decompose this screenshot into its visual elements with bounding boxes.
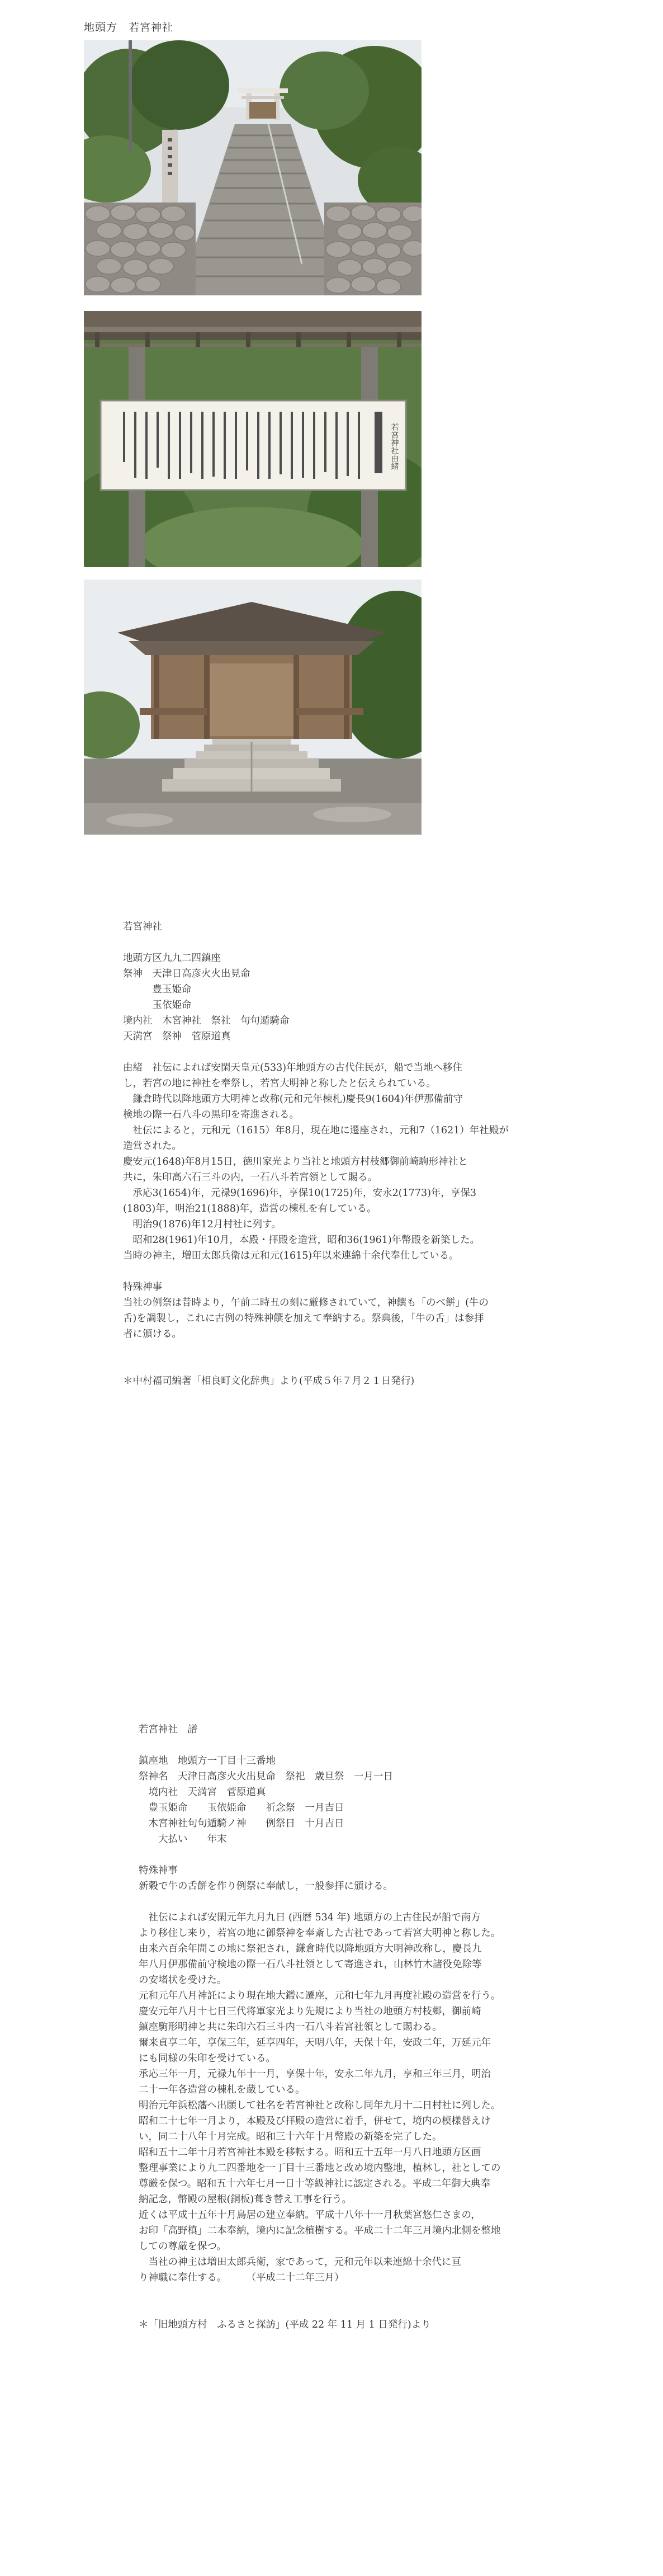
block1-line: 検地の際一石八斗の黒印を寄進される。 (123, 1109, 299, 1120)
block2-line: り神職に奉仕する。 （平成二十二年三月） (139, 2272, 344, 2283)
block1-line: 当時の神主，増田太郎兵衛は元和元(1615)年以来連綿十余代奉仕している。 (123, 1250, 459, 1261)
block2-line (139, 1737, 586, 1753)
shrine-description-2 (139, 1722, 586, 2333)
block2-line: お印「高野槙」二本奉納，境内に記念植樹する。平成二十二年三月境内北側を整地 (139, 2225, 501, 2236)
block1-line: し，若宮の地に神社を奉祭し，若宮大明神と称したと伝えられている。 (123, 1078, 436, 1089)
block2-line: 祭神名 天津日高彦火火出見命 祭祀 歳旦祭 一月一日 (139, 1771, 393, 1782)
block1-line (123, 1342, 581, 1358)
block2-line: にも同様の朱印を受けている。 (139, 2053, 276, 2064)
block2-line (139, 1894, 586, 1910)
block1-line: 舌)を調製し，これに古例の特殊神饌を加えて奉納する。祭典後，「牛の舌」は参拝 (123, 1313, 484, 1324)
block1-line: 承応3(1654)年，元禄9(1696)年，享保10(1725)年，安永2(1773)年，享保3 (123, 1188, 477, 1199)
block2-line: 若宮神社 譜 (139, 1724, 197, 1735)
shrine-description-1 (123, 919, 581, 1389)
block2-line: 木宮神社句句遁騎ノ神 例祭日 十月吉日 (139, 1818, 344, 1829)
block1-line: 特殊神事 (123, 1282, 162, 1293)
block1-line: 鎌倉時代以降地頭方大明神と改称(元和元年棟札)慶長9(1604)年伊那備前守 (123, 1094, 463, 1105)
block1-line: 当社の例祭は昔時より，午前二時丑の刻に厳修されていて，神饌も「のべ餅」(牛の (123, 1297, 489, 1308)
block1-line: 共に，朱印高六石三斗の内，一石八斗若宮領として賜る。 (123, 1172, 377, 1183)
block2-line: ＊「旧地頭方村 ふるさと探訪」(平成 22 年 11 月 1 日発行)より (139, 2319, 431, 2330)
block2-line: 大払い 年末 (139, 1834, 227, 1845)
block2-line: 納記念，幣殿の屋根(銅板)葺き替え工事を行う。 (139, 2194, 352, 2205)
block1-line (123, 1264, 581, 1279)
block1-line: 天満宮 祭神 菅原道真 (123, 1031, 231, 1042)
block2-line: の安堵状を受けた。 (139, 1975, 227, 1986)
block2-line: 昭和二十七年一月より，本殿及び拝殿の造営に着手，併せて，境内の模様替えけ (139, 2116, 491, 2127)
block2-line: 爾来貞享二年，享保三年，延享四年，天明八年，天保十年，安政二年，万延元年 (139, 2037, 491, 2048)
block2-line: 社伝によれば安閑元年九月九日 (西暦 534 年) 地頭方の上古住民が船で南方 (139, 1912, 481, 1923)
block2-line: 鎮座地 地頭方一丁目十三番地 (139, 1755, 276, 1767)
block2-line: 由来六百余年間この地に祭祀され，鎌倉時代以降地頭方大明神改称し，慶長九 (139, 1943, 482, 1955)
shrine-signboard-photo (84, 311, 422, 567)
page-title: 地頭方 若宮神社 (84, 21, 174, 34)
block1-line: 者に頒ける。 (123, 1329, 182, 1340)
block2-line: 昭和五十二年十月若宮神社本殿を移転する。昭和五十五年一月八日地頭方区画 (139, 2147, 481, 2158)
block1-line: 地頭方区九九二四鎮座 (123, 953, 221, 964)
block2-line: 承応三年一月，元禄九年十一月，享保十年，安永二年九月，享和三年三月，明治 (139, 2069, 491, 2080)
block2-line: 尊厳を保つ。昭和五十六年七月一日十等級神社に認定される。平成二年御大典奉 (139, 2178, 491, 2189)
block2-line: 新穀で牛の舌餅を作り例祭に奉献し，一般参拝に頒ける。 (139, 1881, 393, 1892)
block2-line: より移住し来り，若宮の地に御祭神を奉斎した古社であって若宮大明神と称した。 (139, 1928, 501, 1939)
block2-line: 特殊神事 (139, 1865, 178, 1876)
block2-line: しての尊厳を保つ。 (139, 2241, 226, 2252)
block1-line: ＊中村福司編著「相良町文化辞典」より(平成５年７月２１日発行) (123, 1376, 415, 1387)
block2-line: 年八月伊那備前守検地の際一石八斗社領として寄進され，山林竹木諸役免除等 (139, 1959, 482, 1970)
block2-line: 鎮座駒形明神と共に朱印六石三斗内一石八斗若宮社領として賜わる。 (139, 2022, 442, 2033)
block2-line: 明治元年浜松藩へ出願して社名を若宮神社と改称し同年九月十二日村社に列した。 (139, 2100, 501, 2111)
block2-line: い，同二十八年十月完成。昭和三十六年十月幣殿の新築を完了した。 (139, 2131, 442, 2142)
block1-line: 境内社 木宮神社 祭社 句句遁騎命 (123, 1015, 290, 1026)
block1-line (123, 935, 581, 950)
block1-line: 由緒 社伝によれば安閑天皇元(533)年地頭方の古代住民が，船で当地へ移住 (123, 1062, 463, 1073)
block1-line: 造営された。 (123, 1141, 182, 1152)
block2-line (139, 2286, 586, 2301)
block1-line: 若宮神社 (123, 921, 162, 933)
block1-line: 社伝によると，元和元（1615）年8月，現在地に遷座され，元和7（1621）年社殿が (123, 1125, 509, 1136)
shrine-stairs-photo (84, 40, 422, 295)
block2-line: 境内社 天満宮 菅原道真 (139, 1787, 266, 1798)
block2-line: 豊玉姫命 玉依姫命 祈念祭 一月吉日 (139, 1802, 344, 1814)
block2-line: 整理事業により九二四番地を一丁目十三番地と改め境内整地，植林し，社としての (139, 2163, 501, 2174)
block2-line: 元和元年八月神託により現在地大鑑に遷座，元和七年九月再度社殿の造営を行う。 (139, 1990, 501, 2002)
block1-line (123, 1044, 581, 1060)
block1-line: (1803)年，明治21(1888)年，造営の棟札を有している。 (123, 1203, 377, 1214)
block2-line: 当社の神主は増田太郎兵衛，家であって，元和元年以来連綿十余代に亘 (139, 2257, 461, 2268)
block1-line (123, 1358, 581, 1373)
block2-line: 慶安元年八月十七日三代将軍家光より先規により当社の地頭方村枝郷，御前崎 (139, 2006, 481, 2017)
signboard-heading: 若宮神社由緒 (390, 423, 399, 470)
block1-line: 慶安元(1648)年8月15日，徳川家光より当社と地頭方村枝郷御前崎駒形神社と (123, 1156, 468, 1167)
block2-line: 二十一年各造営の棟札を蔵している。 (139, 2084, 305, 2095)
block1-line: 祭神 天津日高彦火火出見命 (123, 968, 250, 979)
block1-line: 豊玉姫命 (123, 984, 192, 995)
block1-line: 昭和28(1961)年10月，本殿・拝殿を造営，昭和36(1961)年幣殿を新築した。 (123, 1235, 480, 1246)
block2-line (139, 1847, 586, 1863)
block1-line: 玉依姫命 (123, 1000, 192, 1011)
block2-line (139, 2301, 586, 2317)
block2-line: 近くは平成十五年十月鳥居の建立奉納。平成十八年十一月秋葉宮悠仁さまの， (139, 2210, 481, 2221)
shrine-hall-photo (84, 580, 422, 835)
block1-line: 明治9(1876)年12月村社に列す。 (123, 1219, 281, 1230)
